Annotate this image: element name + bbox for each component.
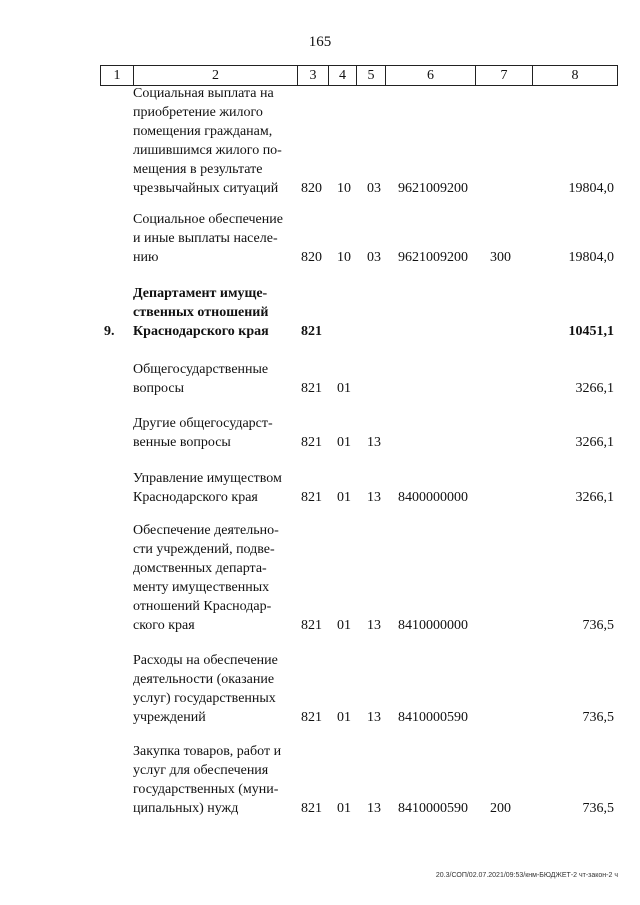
- row-code-3: 821: [301, 324, 322, 339]
- row-amount: 3266,1: [575, 435, 614, 450]
- row-number: 9.: [104, 324, 115, 339]
- column-header-2: 2: [134, 66, 298, 86]
- column-header-7: 7: [476, 66, 533, 86]
- table-row: [0, 654, 640, 727]
- column-header-3: 3: [298, 66, 329, 86]
- row-code-6: 8400000000: [398, 490, 468, 505]
- row-name: Закупка товаров, работ и услуг для обеспечения государственных (муни- ципальных) нужд: [133, 744, 282, 816]
- table-row: [0, 415, 640, 452]
- row-code-5: 13: [367, 710, 381, 725]
- row-code-6: 8410000590: [398, 801, 468, 816]
- row-amount: 19804,0: [568, 250, 614, 265]
- row-code-4: 10: [337, 250, 351, 265]
- row-code-3: 821: [301, 801, 322, 816]
- table-row: [0, 470, 640, 507]
- row-name: Другие общегосударст- венные вопросы: [133, 416, 273, 450]
- row-code-4: 01: [337, 710, 351, 725]
- row-code-4: 01: [337, 490, 351, 505]
- row-code-3: 820: [301, 250, 322, 265]
- row-amount: 736,5: [582, 710, 614, 725]
- row-code-5: 03: [367, 250, 381, 265]
- row-code-3: 821: [301, 618, 322, 633]
- row-code-6: 9621009200: [398, 181, 468, 196]
- row-name: Общегосударственные вопросы: [133, 362, 269, 396]
- row-code-5: 13: [367, 435, 381, 450]
- row-code-5: 13: [367, 490, 381, 505]
- table-row: [0, 361, 640, 398]
- column-header-8: 8: [533, 66, 618, 86]
- row-name: Департамент имуще- ственных отношений Краснодарского края: [133, 286, 269, 339]
- table-row: [0, 525, 640, 635]
- row-name: Управление имуществом Краснодарского края: [133, 471, 282, 505]
- row-name: Социальная выплата на приобретение жилого помещения гражданам, лишившимся жилого по- мещения в результате чрезвычайных ситуаций: [133, 86, 282, 196]
- row-code-4: 01: [337, 435, 351, 450]
- column-header-4: 4: [329, 66, 357, 86]
- row-code-5: 13: [367, 618, 381, 633]
- row-name: Обеспечение деятельно- сти учреждений, подве- домственных департа- менту имущественных отношений Краснодар- ского края: [133, 523, 279, 633]
- row-amount: 10451,1: [568, 324, 614, 339]
- row-code-3: 821: [301, 490, 322, 505]
- row-amount: 19804,0: [568, 181, 614, 196]
- table-row: [0, 286, 640, 341]
- row-code-6: 8410000000: [398, 618, 468, 633]
- row-code-3: 821: [301, 435, 322, 450]
- row-code-6: 9621009200: [398, 250, 468, 265]
- table-row: [0, 745, 640, 818]
- row-code-3: 820: [301, 181, 322, 196]
- row-amount: 3266,1: [575, 490, 614, 505]
- table-row: [0, 212, 640, 267]
- row-code-3: 821: [301, 381, 322, 396]
- column-header-row: [101, 66, 618, 86]
- column-header-5: 5: [357, 66, 386, 86]
- row-code-3: 821: [301, 710, 322, 725]
- row-code-4: 01: [337, 618, 351, 633]
- row-code-6: 8410000590: [398, 710, 468, 725]
- row-code-4: 01: [337, 801, 351, 816]
- row-code-5: 13: [367, 801, 381, 816]
- row-code-4: 01: [337, 381, 351, 396]
- row-name: Социальное обеспечение и иные выплаты населе- нию: [133, 212, 283, 265]
- column-header-6: 6: [386, 66, 476, 86]
- table-row: [0, 88, 640, 198]
- page-number: 165: [308, 34, 332, 50]
- row-amount: 3266,1: [575, 381, 614, 396]
- row-code-5: 03: [367, 181, 381, 196]
- row-name: Расходы на обеспечение деятельности (оказание услуг) государственных учреждений: [133, 653, 278, 725]
- column-header-table: [100, 65, 618, 86]
- row-amount: 736,5: [582, 801, 614, 816]
- column-header-1: 1: [101, 66, 134, 86]
- document-footer-code: 20.3/СОП/02.07.2021/09:53/кнм-БЮДЖЕТ-2 чт-закон-2 ч: [435, 872, 618, 879]
- row-code-7: 200: [490, 801, 511, 816]
- row-amount: 736,5: [582, 618, 614, 633]
- row-code-7: 300: [490, 250, 511, 265]
- row-code-4: 10: [337, 181, 351, 196]
